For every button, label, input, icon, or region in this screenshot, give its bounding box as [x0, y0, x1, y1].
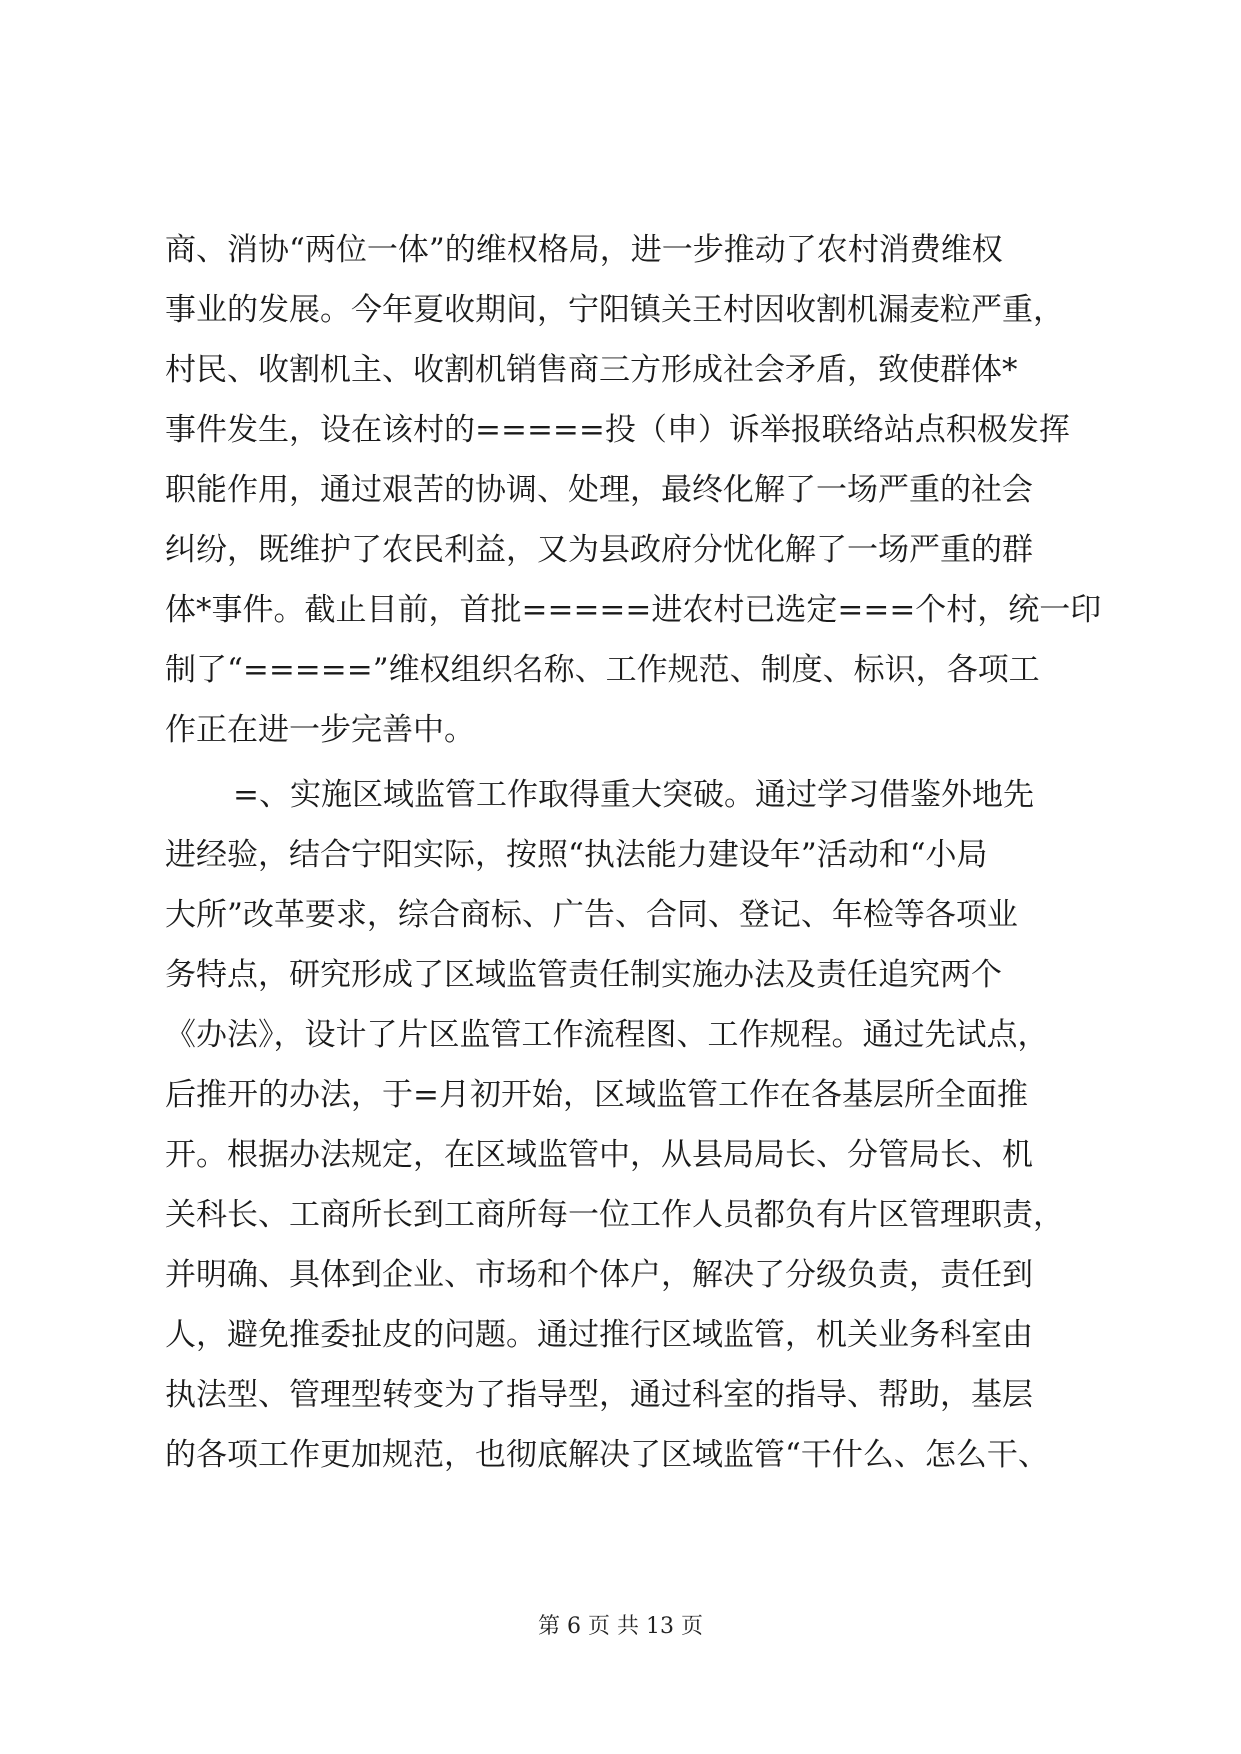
text-line: 关科长、工商所长到工商所每一位工作人员都负有片区管理职责，	[165, 1197, 1064, 1233]
text-line: 并明确、具体到企业、市场和个体户，解决了分级负责，责任到	[165, 1257, 1033, 1293]
page-number: 第 6 页 共 13 页	[538, 1614, 703, 1639]
text-line: 进经验，结合宁阳实际，按照“执法能力建设年”活动和“小局	[165, 837, 988, 873]
text-line: 商、消协“两位一体”的维权格局，进一步推动了农村消费维权	[165, 232, 1003, 268]
text-line: 村民、收割机主、收割机销售商三方形成社会矛盾，致使群体*	[165, 352, 1018, 388]
text-line: 事业的发展。今年夏收期间，宁阳镇关王村因收割机漏麦粒严重，	[165, 292, 1064, 328]
text-line: 职能作用，通过艰苦的协调、处理，最终化解了一场严重的社会	[165, 472, 1033, 508]
text-line: 大所”改革要求，综合商标、广告、合同、登记、年检等各项业	[165, 897, 1018, 933]
text-line: 的各项工作更加规范，也彻底解决了区域监管“干什么、怎么干、	[165, 1437, 1049, 1473]
text-line: 务特点，研究形成了区域监管责任制实施办法及责任追究两个	[165, 957, 1002, 993]
text-line: 事件发生，设在该村的=====投（申）诉举报联络站点积极发挥	[165, 412, 1070, 448]
text-line: 开。根据办法规定，在区域监管中，从县局局长、分管局长、机	[165, 1137, 1033, 1173]
text-line: 《办法》，设计了片区监管工作流程图、工作规程。通过先试点，	[165, 1017, 1049, 1053]
text-line: 作正在进一步完善中。	[165, 712, 475, 748]
text-line: 人，避免推委扯皮的问题。通过推行区域监管，机关业务科室由	[165, 1317, 1033, 1353]
text-line: 纠纷，既维护了农民利益，又为县政府分忧化解了一场严重的群	[165, 532, 1033, 568]
text-line: 体*事件。截止目前，首批=====进农村已选定===个村，统一印	[165, 592, 1102, 628]
text-line: 制了“=====”维权组织名称、工作规范、制度、标识，各项工	[165, 652, 1040, 688]
text-line: 执法型、管理型转变为了指导型，通过科室的指导、帮助，基层	[165, 1377, 1033, 1413]
text-line: 后推开的办法，于=月初开始，区域监管工作在各基层所全面推	[165, 1077, 1028, 1113]
paragraph-first-line: =、实施区域监管工作取得重大突破。通过学习借鉴外地先	[233, 777, 1034, 813]
